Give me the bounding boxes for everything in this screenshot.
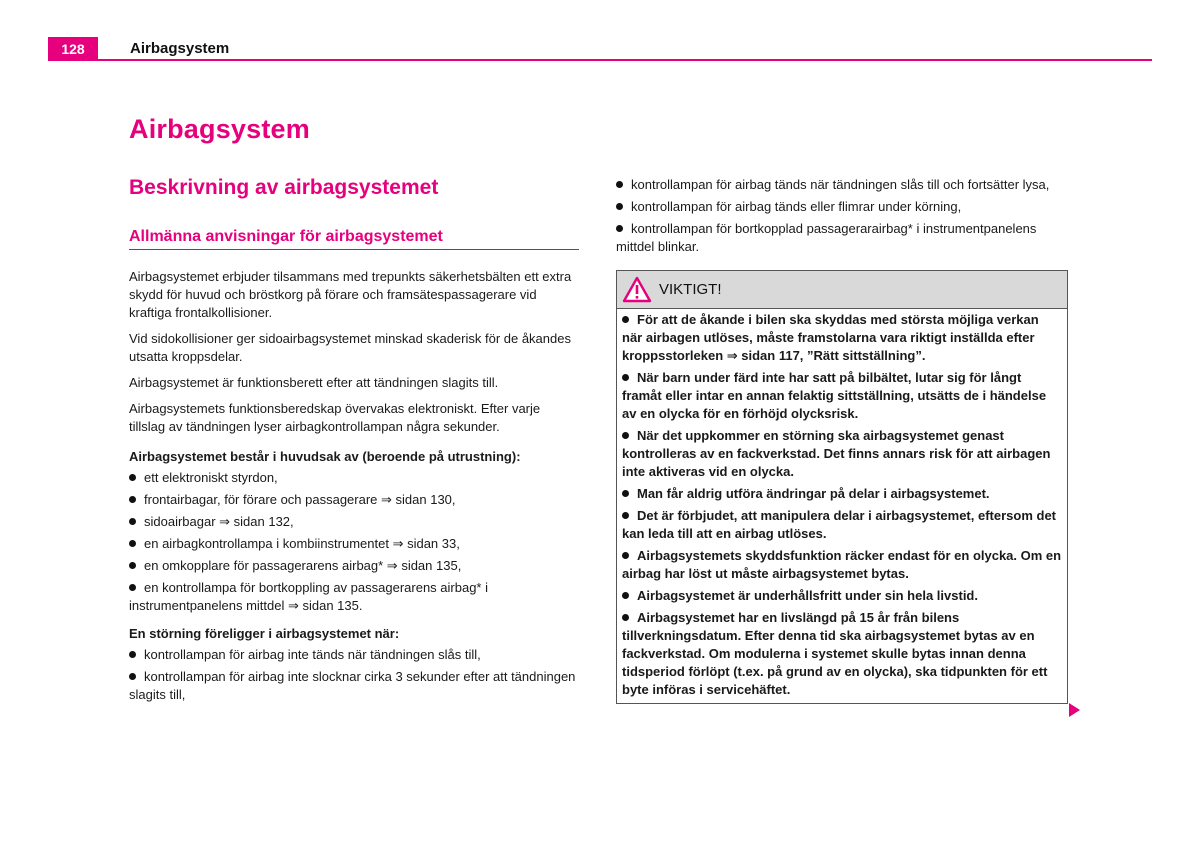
bullet-icon <box>129 518 136 525</box>
list-item <box>129 579 579 615</box>
bullet-icon <box>622 512 629 519</box>
warning-item <box>622 609 1062 699</box>
list-item <box>129 469 579 487</box>
warning-item-text: När det uppkommer en störning ska airbagsystemet genast kontrolleras av en fackverkstad. Det finns annars risk för att airbagen inte aktiveras vid en olycka. <box>622 428 1051 479</box>
warning-item-text: Airbagsystemet är underhållsfritt under sin hela livstid. <box>637 588 978 603</box>
bullet-icon <box>616 203 623 210</box>
components-lead: Airbagsystemet består i huvudsak av (beroende på utrustning): <box>129 449 521 464</box>
bullet-icon <box>129 474 136 481</box>
warning-item-text: Airbagsystemets skyddsfunktion räcker endast för en olycka. Om en airbag har löst ut måste airbagsystemet bytas. <box>622 548 1062 581</box>
bullet-icon <box>622 374 629 381</box>
bullet-icon <box>622 490 629 497</box>
section-heading: Beskrivning av airbagsystemet <box>129 176 439 199</box>
list-item <box>129 535 579 553</box>
bullet-icon <box>622 316 629 323</box>
warning-item <box>622 427 1062 481</box>
bullet-icon <box>622 552 629 559</box>
bullet-icon <box>622 432 629 439</box>
warning-item-text: Airbagsystemet har en livslängd på 15 år från bilens tillverkningsdatum. Efter denna tid ska airbagsystemet bytas av en fackverkstad. Om modulerna i systemet skulle bytas innan denna tidsperiod förlöpt (t.ex. på grund av en olycka), ska tidpunkten för ett byte införas i servicehäftet. <box>622 610 1048 697</box>
intro-paragraph: Airbagsystemet erbjuder tilsammans med trepunkts säkerhetsbälten ett extra skydd för huvud och bröstkorg på förare och framsätespassagerare vid kraftiga frontalkollisioner. <box>129 269 572 320</box>
warning-header <box>617 271 1067 309</box>
list-item-text: sidoairbagar ⇒ sidan 132, <box>144 514 294 529</box>
left-column <box>129 174 579 712</box>
list-item <box>129 491 579 509</box>
components-list <box>129 469 579 615</box>
list-item <box>616 176 1066 194</box>
monitoring-paragraph: Airbagsystemets funktionsberedskap övervakas elektroniskt. Efter varje tillslag av tändningen lyser airbagkontrollampan några sekunder. <box>129 401 541 434</box>
bullet-icon <box>129 496 136 503</box>
fault-list-left <box>129 646 579 704</box>
list-item-text: kontrollampan för airbag inte tänds när tändningen slås till, <box>144 647 481 662</box>
continue-arrow-icon <box>1069 703 1080 717</box>
page-title: Airbagsystem <box>129 114 310 144</box>
list-item <box>616 198 1066 216</box>
bullet-icon <box>129 540 136 547</box>
warning-item-text: När barn under färd inte har satt på bilbältet, lutar sig för långt framåt eller intar en annan felaktig sittställning, utsätts de i händelse av en olycka för en förhöjd olycksrisk. <box>622 370 1047 421</box>
list-item-text: kontrollampan för airbag tänds eller flimrar under körning, <box>631 199 962 214</box>
bullet-icon <box>129 651 136 658</box>
list-item <box>616 220 1066 256</box>
readiness-paragraph: Airbagsystemet är funktionsberett efter att tändningen slagits till. <box>129 375 499 390</box>
warning-item <box>622 311 1062 365</box>
warning-item-text: Man får aldrig utföra ändringar på delar i airbagsystemet. <box>637 486 990 501</box>
list-item-text: en airbagkontrollampa i kombiinstrumentet ⇒ sidan 33, <box>144 536 460 551</box>
list-item <box>129 513 579 531</box>
warning-item <box>622 485 1062 503</box>
side-collision-paragraph: Vid sidokollisioner ger sidoairbagsystemet minskad skaderisk för de åkandes utsatta kroppsdelar. <box>129 331 571 364</box>
list-item <box>129 668 579 704</box>
subheading: Allmänna anvisningar för airbagsystemet <box>129 227 579 250</box>
list-item-text: en omkopplare för passagerarens airbag* ⇒ sidan 135, <box>144 558 462 573</box>
bullet-icon <box>616 181 623 188</box>
bullet-icon <box>622 592 629 599</box>
list-item-text: en kontrollampa för bortkoppling av passagerarens airbag* i instrumentpanelens mittdel ⇒ sidan 135. <box>129 580 488 613</box>
bullet-icon <box>129 562 136 569</box>
bullet-icon <box>622 614 629 621</box>
warning-item-text: För att de åkande i bilen ska skyddas med största möjliga verkan när airbagen utlöses, måste framstolarna vara riktigt inställda efter kroppsstorleken ⇒ sidan 117, ”Rätt sittställning”. <box>622 312 1039 363</box>
list-item-text: kontrollampan för airbag inte slocknar cirka 3 sekunder efter att tändningen slagits till, <box>129 669 576 702</box>
warning-item <box>622 547 1062 583</box>
list-item <box>129 646 579 664</box>
subheading-block <box>129 227 579 250</box>
list-item <box>129 557 579 575</box>
running-title: Airbagsystem <box>130 40 230 57</box>
fault-lead: En störning föreligger i airbagsystemet när: <box>129 626 400 641</box>
right-column <box>616 176 1066 704</box>
warning-body <box>617 309 1067 703</box>
list-item-text: kontrollampan för airbag tänds när tändningen slås till och fortsätter lysa, <box>631 177 1050 192</box>
warning-item <box>622 587 1062 605</box>
page-number: 128 <box>48 37 98 60</box>
warning-item <box>622 507 1062 543</box>
warning-box <box>616 270 1068 704</box>
warning-item <box>622 369 1062 423</box>
bullet-icon <box>616 225 623 232</box>
bullet-icon <box>129 584 136 591</box>
header-rule <box>48 59 1152 61</box>
list-item-text: ett elektroniskt styrdon, <box>144 470 278 485</box>
warning-item-text: Det är förbjudet, att manipulera delar i airbagsystemet, eftersom det kan leda till att en airbag utlöses. <box>622 508 1057 541</box>
page-header <box>48 37 1152 61</box>
bullet-icon <box>129 673 136 680</box>
warning-triangle-icon <box>622 276 652 303</box>
list-item-text: frontairbagar, för förare och passagerare ⇒ sidan 130, <box>144 492 456 507</box>
warning-title: VIKTIGT! <box>659 281 722 298</box>
list-item-text: kontrollampan för bortkopplad passagerarairbag* i instrumentpanelens mittdel blinkar. <box>616 221 1037 254</box>
fault-list-right <box>616 176 1066 256</box>
